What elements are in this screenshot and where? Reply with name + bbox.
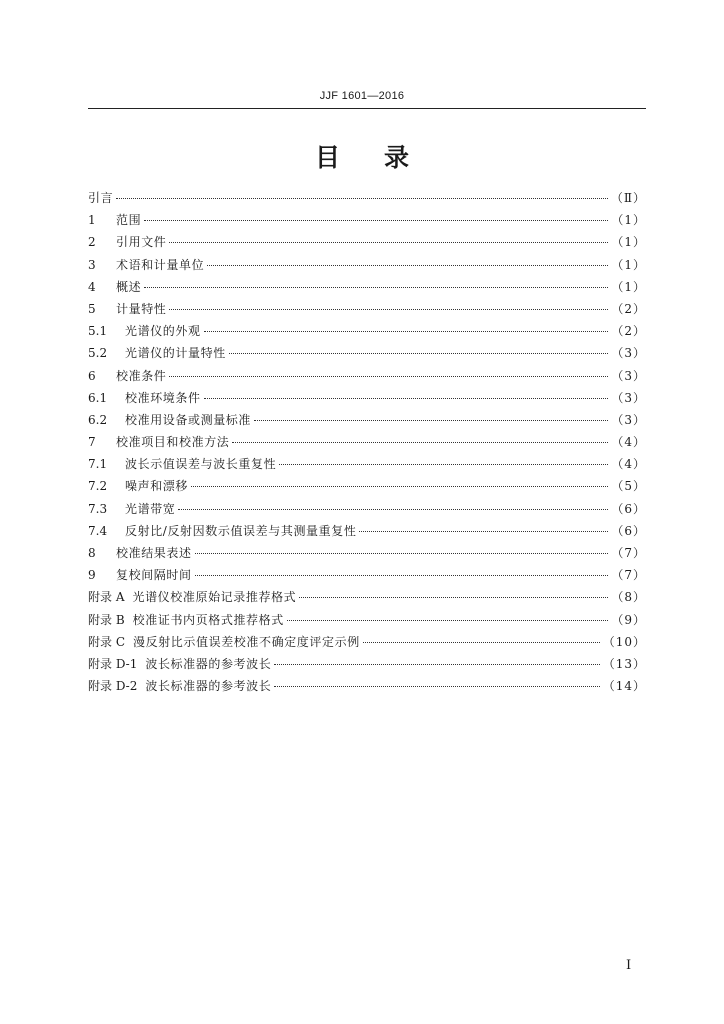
toc-page: （1） xyxy=(611,279,646,294)
toc-number: 7.2 xyxy=(88,479,108,494)
toc-page: （Ⅱ） xyxy=(610,191,646,205)
dot-leader xyxy=(229,352,609,354)
toc-entry-5-2[interactable] xyxy=(88,342,646,364)
toc-number: 5.2 xyxy=(88,346,108,361)
dot-leader xyxy=(299,596,608,598)
toc-entry-appendix-d1[interactable] xyxy=(88,653,646,675)
dot-leader xyxy=(232,441,608,443)
toc-number: 附录 D-1 xyxy=(88,656,138,671)
page-number: I xyxy=(626,958,632,973)
toc-entry-7-4[interactable] xyxy=(88,520,646,542)
dot-leader xyxy=(195,552,609,554)
dot-leader xyxy=(359,530,608,532)
toc-number: 6.1 xyxy=(88,390,108,405)
toc-number: 5 xyxy=(88,301,96,316)
toc-label: 校准条件 xyxy=(116,368,167,383)
toc-label: 术语和计量单位 xyxy=(116,257,205,272)
dot-leader xyxy=(169,375,608,377)
toc-label: 引用文件 xyxy=(116,235,167,250)
toc-label: 波长示值误差与波长重复性 xyxy=(125,457,277,472)
toc-label: 校准结果表述 xyxy=(116,546,192,560)
toc-entry-7-1[interactable] xyxy=(88,453,646,475)
toc-label: 波长标准器的参考波长 xyxy=(145,656,272,671)
dot-leader xyxy=(195,574,609,576)
toc-number: 9 xyxy=(88,568,96,583)
toc-page: （9） xyxy=(611,612,646,627)
toc-entry-appendix-d2[interactable] xyxy=(88,675,646,697)
toc-page: （5） xyxy=(611,479,646,494)
toc-number: 6 xyxy=(88,368,96,383)
toc-page: （6） xyxy=(611,501,646,516)
toc-page: （10） xyxy=(602,634,646,649)
dot-leader xyxy=(169,241,608,243)
toc-entry-7-3[interactable] xyxy=(88,498,646,520)
toc-entry-7-2[interactable] xyxy=(88,475,646,497)
toc-number: 7.4 xyxy=(88,523,108,538)
toc-entry-appendix-a[interactable] xyxy=(88,586,646,608)
toc-label: 范围 xyxy=(116,213,142,228)
dot-leader xyxy=(191,485,608,487)
toc-label: 光谱仪校准原始记录推荐格式 xyxy=(132,590,297,605)
toc-label: 校准项目和校准方法 xyxy=(116,435,230,450)
dot-leader xyxy=(287,619,609,621)
toc-page: （13） xyxy=(602,656,646,671)
toc-page: （3） xyxy=(611,390,646,405)
toc-page: （8） xyxy=(611,590,646,605)
dot-leader xyxy=(169,308,608,310)
toc-entry-5[interactable] xyxy=(88,298,646,320)
dot-leader xyxy=(116,197,608,199)
toc-page: （1） xyxy=(611,235,646,250)
toc-label: 概述 xyxy=(116,279,142,294)
toc-page: （4） xyxy=(611,457,646,472)
toc-label: 引言 xyxy=(88,191,114,205)
dot-leader xyxy=(274,685,599,687)
dot-leader xyxy=(363,641,600,643)
toc-page: （14） xyxy=(602,679,646,694)
page-title: 目录 xyxy=(314,143,453,172)
header-rule xyxy=(88,108,646,109)
toc-number: 8 xyxy=(88,546,96,560)
toc-entry-intro[interactable] xyxy=(88,187,646,209)
toc-entry-7[interactable] xyxy=(88,431,646,453)
toc-page: （3） xyxy=(611,368,646,383)
toc-label: 反射比/反射因数示值误差与其测量重复性 xyxy=(125,523,357,538)
toc-number: 附录 A xyxy=(88,590,125,605)
toc-number: 2 xyxy=(88,235,96,250)
toc-number: 7.1 xyxy=(88,457,108,472)
table-of-contents xyxy=(88,187,646,697)
dot-leader xyxy=(178,508,608,510)
toc-page: （1） xyxy=(611,257,646,272)
dot-leader xyxy=(204,397,609,399)
toc-label: 校准环境条件 xyxy=(125,390,201,405)
toc-page: （1） xyxy=(611,213,646,228)
toc-label: 光谱带宽 xyxy=(125,501,176,516)
toc-label: 漫反射比示值误差校准不确定度评定示例 xyxy=(133,634,360,649)
toc-entry-appendix-b[interactable] xyxy=(88,609,646,631)
toc-number: 附录 C xyxy=(88,634,125,649)
toc-number: 附录 B xyxy=(88,612,125,627)
toc-page: （2） xyxy=(611,301,646,316)
dot-leader xyxy=(144,286,608,288)
toc-entry-6[interactable] xyxy=(88,365,646,387)
toc-label: 波长标准器的参考波长 xyxy=(145,679,272,694)
toc-entry-4[interactable] xyxy=(88,276,646,298)
standard-code-header: JJF 1601—2016 xyxy=(319,90,405,102)
dot-leader xyxy=(144,219,608,221)
toc-page: （6） xyxy=(611,523,646,538)
toc-number: 4 xyxy=(88,279,96,294)
toc-label: 噪声和漂移 xyxy=(125,479,189,494)
toc-entry-1[interactable] xyxy=(88,209,646,231)
toc-number: 附录 D-2 xyxy=(88,679,138,694)
toc-number: 7 xyxy=(88,435,96,450)
toc-entry-6-2[interactable] xyxy=(88,409,646,431)
toc-label: 校准证书内页格式推荐格式 xyxy=(132,612,284,627)
dot-leader xyxy=(204,330,609,332)
toc-entry-3[interactable] xyxy=(88,254,646,276)
dot-leader xyxy=(279,463,608,465)
toc-label: 光谱仪的计量特性 xyxy=(125,346,226,361)
toc-number: 6.2 xyxy=(88,412,108,427)
dot-leader xyxy=(207,264,608,266)
toc-label: 计量特性 xyxy=(116,301,167,316)
toc-entry-6-1[interactable] xyxy=(88,387,646,409)
toc-label: 复校间隔时间 xyxy=(116,568,192,583)
toc-number: 5.1 xyxy=(88,324,108,339)
dot-leader xyxy=(274,663,599,665)
toc-entry-5-1[interactable] xyxy=(88,320,646,342)
toc-page: （7） xyxy=(611,568,646,583)
toc-number: 1 xyxy=(88,213,96,228)
toc-entry-2[interactable] xyxy=(88,231,646,253)
toc-page: （7） xyxy=(611,546,646,560)
toc-number: 3 xyxy=(88,257,96,272)
toc-page: （3） xyxy=(611,346,646,361)
dot-leader xyxy=(254,419,608,421)
toc-entry-appendix-c[interactable] xyxy=(88,631,646,653)
toc-entry-9[interactable] xyxy=(88,564,646,586)
toc-label: 校准用设备或测量标准 xyxy=(125,412,252,427)
toc-label: 光谱仪的外观 xyxy=(125,324,201,339)
toc-page: （4） xyxy=(611,435,646,450)
toc-page: （2） xyxy=(611,324,646,339)
toc-entry-8[interactable] xyxy=(88,542,646,564)
toc-page: （3） xyxy=(611,412,646,427)
toc-number: 7.3 xyxy=(88,501,108,516)
